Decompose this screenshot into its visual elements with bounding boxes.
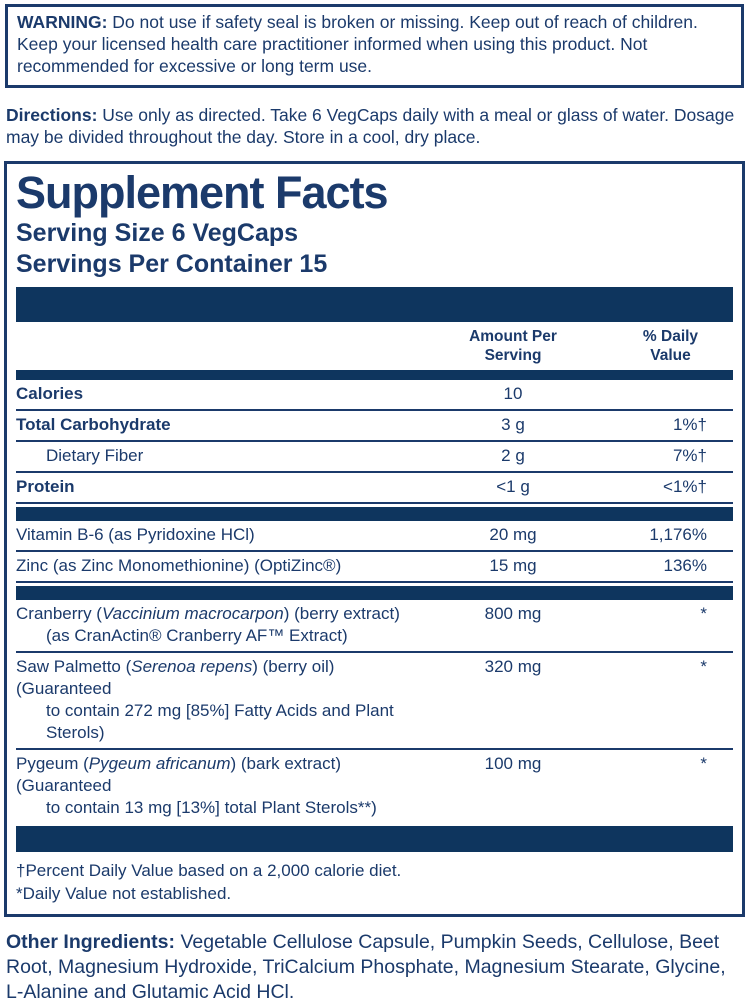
facts-row xyxy=(16,521,733,552)
header-divider-bar xyxy=(16,370,733,380)
percent-daily-value: 136% xyxy=(663,556,707,575)
nutrient-name: Protein xyxy=(16,477,75,496)
supplement-facts-title: Supplement Facts xyxy=(16,167,388,218)
amount-per-serving-value: 3 g xyxy=(501,415,525,434)
percent-daily-value: 1%† xyxy=(672,415,707,434)
other-ingredients-text: Vegetable Cellulose Capsule, Pumpkin Seeds, Cellulose, Beet Root, Magnesium Hydroxide, TriCalcium Phosphate, Magnesium Stearate, Glycine, L-Alanine and Glutamic Acid HCl. xyxy=(6,931,726,1003)
nutrient-name: Zinc (as Zinc Monomethionine) (OptiZinc®) xyxy=(16,556,342,575)
amount-per-serving-value: 10 xyxy=(503,384,523,403)
directions-label: Directions: xyxy=(6,105,98,125)
percent-daily-value: 7%† xyxy=(672,446,707,465)
serving-size: Serving Size 6 VegCaps xyxy=(16,219,299,247)
amount-per-serving-value: <1 g xyxy=(496,477,530,496)
nutrient-name: Cranberry (Vaccinium macrocarpon) (berry extract) (as CranActin® Cranberry AF™ Extract) xyxy=(16,604,400,645)
nutrient-name: Vitamin B-6 (as Pyridoxine HCl) xyxy=(16,525,255,544)
facts-row xyxy=(16,473,733,504)
facts-row xyxy=(16,380,733,411)
warning-label: WARNING: xyxy=(17,12,108,32)
nutrient-name: Pygeum (Pygeum africanum) (bark extract) (Guaranteed to contain 13 mg [13%] total Plant Sterols**) xyxy=(16,754,377,817)
amount-per-serving-value: 20 mg xyxy=(489,525,537,544)
facts-row xyxy=(16,653,733,750)
facts-column-headers xyxy=(16,322,733,370)
section-divider-bar xyxy=(16,507,733,521)
nutrient-name: Total Carbohydrate xyxy=(16,415,171,434)
facts-row xyxy=(16,552,733,583)
facts-row xyxy=(16,600,733,653)
facts-row xyxy=(16,411,733,442)
percent-daily-value: * xyxy=(700,657,707,676)
nutrient-name: Calories xyxy=(16,384,84,403)
amount-per-serving-value: 15 mg xyxy=(489,556,537,575)
directions-text: Use only as directed. Take 6 VegCaps daily with a meal or glass of water. Dosage may be divided throughout the day. Store in a cool, dry place. xyxy=(6,105,735,147)
amount-per-serving-value: 800 mg xyxy=(484,604,542,623)
percent-daily-value: * xyxy=(700,604,707,623)
footnote-daily-value: †Percent Daily Value based on a 2,000 calorie diet. xyxy=(16,861,402,880)
other-ingredients-label: Other Ingredients: xyxy=(6,931,176,953)
amount-per-serving-value: 2 g xyxy=(501,446,525,465)
supplement-facts-panel xyxy=(4,161,745,917)
bottom-divider-bar xyxy=(16,826,733,852)
amount-per-serving-value: 320 mg xyxy=(484,657,542,676)
amount-per-serving-value: 100 mg xyxy=(484,754,542,773)
nutrient-name: Saw Palmetto (Serenoa repens) (berry oil) (Guaranteed to contain 272 mg [85%] Fatty Acids and Plant Sterols) xyxy=(16,657,394,742)
directions-paragraph xyxy=(6,104,743,148)
percent-daily-value: 1,176% xyxy=(649,525,707,544)
section-divider-bar xyxy=(16,586,733,600)
footnote-not-established: *Daily Value not established. xyxy=(16,884,232,903)
servings-per-container: Servings Per Container 15 xyxy=(16,250,328,278)
facts-row xyxy=(16,442,733,473)
percent-daily-value-header: % Daily Value xyxy=(642,328,699,364)
warning-text: Do not use if safety seal is broken or missing. Keep out of reach of children. Keep your licensed health care practitioner informed when using this product. Not recommended for excessive or long term use. xyxy=(17,12,698,76)
top-divider-bar xyxy=(16,287,733,322)
other-ingredients-paragraph xyxy=(6,930,743,1005)
facts-row xyxy=(16,750,733,823)
facts-table-body xyxy=(16,380,733,823)
percent-daily-value: * xyxy=(700,754,707,773)
warning-box xyxy=(5,4,744,88)
nutrient-name: Dietary Fiber xyxy=(46,446,144,465)
footnotes xyxy=(16,859,733,905)
percent-daily-value: <1%† xyxy=(663,477,707,496)
amount-per-serving-header: Amount Per Serving xyxy=(469,328,557,364)
